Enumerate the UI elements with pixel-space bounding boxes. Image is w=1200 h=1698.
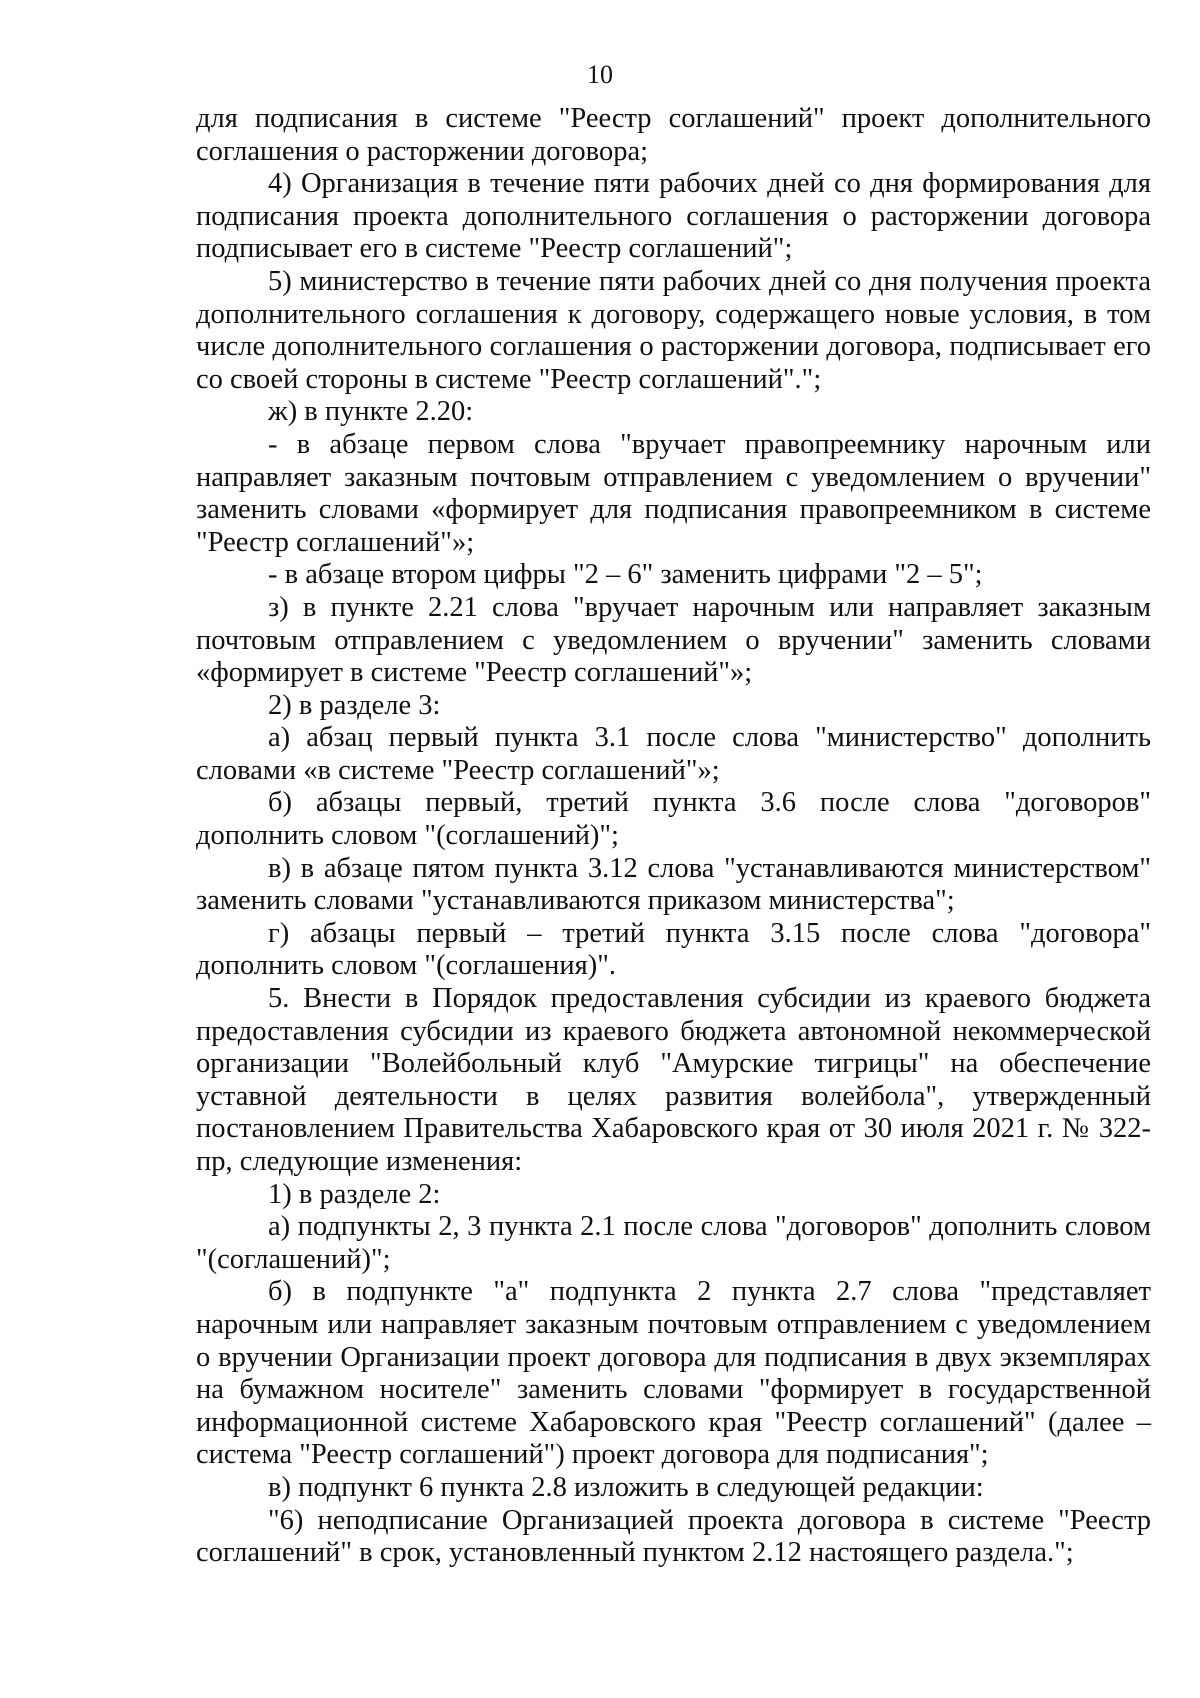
paragraph: 2) в разделе 3: (268, 689, 441, 721)
paragraph: 5) министерство в течение пяти рабочих дней со дня получения проекта дополнительного соглашения к договору, содержащего новые условия, в том числе дополнительного соглашения о расторжении договора, подписывает его со своей стороны в системе "Реестр соглашений"."; (196, 265, 1151, 395)
paragraph: 1) в разделе 2: (268, 1178, 441, 1210)
page-number: 10 (587, 60, 613, 89)
paragraph: "6) неподписание Организацией проекта договора в системе "Реестр соглашений" в срок, установленный пунктом 2.12 настоящего раздела."; (196, 1504, 1151, 1569)
paragraph: - в абзаце первом слова "вручает правопреемнику нарочным или направляет заказным почтовым отправлением с уведомлением о вручении" заменить словами «формирует для подписания правопреемником в системе "Реестр соглашений"»; (196, 428, 1151, 558)
paragraph: з) в пункте 2.21 слова "вручает нарочным или направляет заказным почтовым отправлением с уведомлением о вручении" заменить словами «формирует в системе "Реестр соглашений"»; (196, 591, 1151, 689)
paragraph: б) в подпункте "а" подпункта 2 пункта 2.7 слова "представляет нарочным или направляет заказным почтовым отправлением с уведомлением о вручении Организации проект договора для подписания в двух экземплярах на бумажном носителе" заменить словами "формирует в государственной информационной системе Хабаровского края "Реестр соглашений" (далее – система "Реестр соглашений") проект договора для подписания"; (196, 1276, 1151, 1471)
paragraph: для подписания в системе "Реестр соглашений" проект дополнительного соглашения о расторжении договора; (196, 103, 1151, 167)
paragraph: 4) Организация в течение пяти рабочих дней со дня формирования для подписания проекта дополнительного соглашения о расторжении договора подписывает его в системе "Реестр соглашений"; (196, 168, 1151, 265)
paragraph: в) подпункт 6 пункта 2.8 изложить в следующей редакции: (268, 1471, 984, 1503)
paragraph: ж) в пункте 2.20: (268, 396, 474, 428)
paragraph: 5. Внести в Порядок предоставления субсидии из краевого бюджета предоставления субсидии из краевого бюджета автономной некоммерческой организации "Волейбольный клуб "Амурские тигрицы" на обеспечение уставной деятельности в целях развития волейбола", утвержденный постановлением Правительства Хабаровского края от 30 июля 2021 г. № 322-пр, следующие изменения: (196, 983, 1151, 1177)
paragraph: б) абзацы первый, третий пункта 3.6 после слова "договоров" дополнить словом "(соглашений)"; (196, 787, 1151, 852)
paragraph: в) в абзаце пятом пункта 3.12 слова "устанавливаются министерством" заменить словами "устанавливаются приказом министерства"; (196, 852, 1151, 917)
paragraph: а) подпункты 2, 3 пункта 2.1 после слова "договоров" дополнить словом "(соглашений)"; (196, 1211, 1151, 1275)
paragraph: - в абзаце втором цифры "2 – 6" заменить цифрами "2 – 5"; (268, 559, 983, 591)
paragraph: а) абзац первый пункта 3.1 после слова "министерство" дополнить словами «в системе "Реестр соглашений"»; (196, 722, 1151, 786)
document-body (196, 103, 1151, 1570)
paragraph: г) абзацы первый – третий пункта 3.15 после слова "договора" дополнить словом "(соглашения)". (196, 917, 1151, 982)
